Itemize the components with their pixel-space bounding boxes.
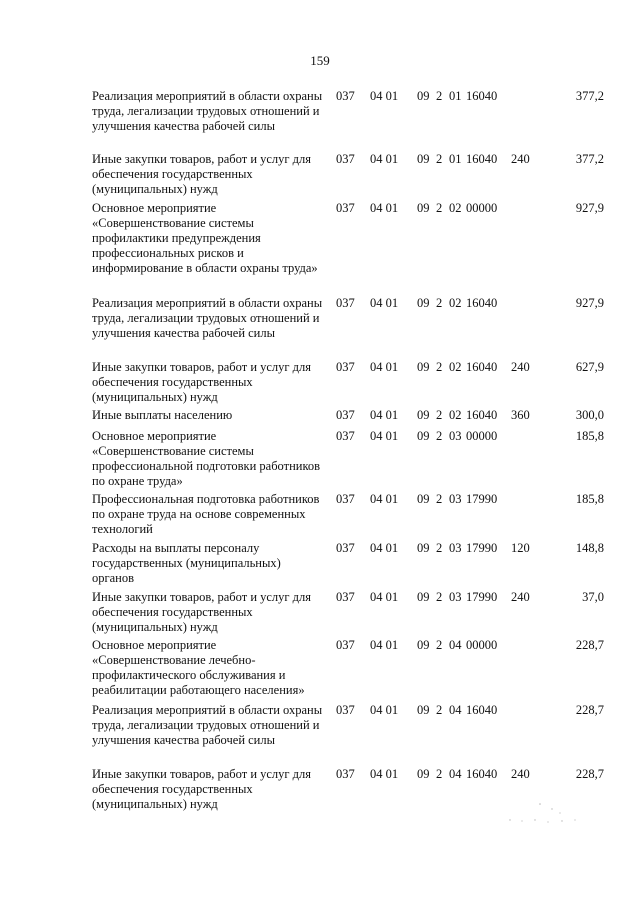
activity-code-cell: 01	[449, 89, 462, 103]
activity-code-cell: 01	[449, 152, 462, 166]
program-code-cell: 09	[417, 201, 430, 215]
amount-cell: 185,8	[575, 492, 604, 506]
activity-code-cell: 03	[449, 541, 462, 555]
dept-code-cell: 037	[336, 590, 355, 604]
program-code-cell: 09	[417, 703, 430, 717]
dept-code-cell: 037	[336, 541, 355, 555]
expense-type-cell: 240	[511, 767, 530, 781]
direction-code-cell: 17990	[466, 541, 498, 555]
dept-code-cell: 037	[336, 638, 355, 652]
subprogram-code-cell: 2	[436, 590, 443, 604]
expense-name-cell: Реализация мероприятий в области охраны труда, легализации трудовых отношений и улучшения качества рабочей силы	[92, 89, 323, 133]
section-code-cell: 04 01	[370, 492, 399, 506]
subprogram-code-cell: 2	[436, 296, 443, 310]
subprogram-code-cell: 2	[436, 703, 443, 717]
amount-cell: 228,7	[575, 703, 604, 717]
activity-code-cell: 02	[449, 360, 462, 374]
amount-cell: 627,9	[575, 360, 604, 374]
section-code-cell: 04 01	[370, 590, 399, 604]
amount-cell: 148,8	[575, 541, 604, 555]
section-code-cell: 04 01	[370, 767, 399, 781]
activity-code-cell: 02	[449, 201, 462, 215]
amount-cell: 377,2	[575, 89, 604, 103]
expense-name-cell: Основное мероприятие «Совершенствование лечебно-профилактического обслуживания и реабилитации работающего населения»	[92, 638, 305, 697]
subprogram-code-cell: 2	[436, 541, 443, 555]
amount-cell: 37,0	[582, 590, 604, 604]
program-code-cell: 09	[417, 541, 430, 555]
subprogram-code-cell: 2	[436, 767, 443, 781]
scan-specks	[500, 800, 590, 830]
expense-name-cell: Основное мероприятие «Совершенствование системы профилактики предупреждения профессиональных рисков и информирование в области охраны труда»	[92, 201, 318, 275]
subprogram-code-cell: 2	[436, 429, 443, 443]
expense-type-cell: 360	[511, 408, 530, 422]
amount-cell: 228,7	[575, 767, 604, 781]
dept-code-cell: 037	[336, 429, 355, 443]
expense-name-cell: Расходы на выплаты персоналу государственных (муниципальных) органов	[92, 541, 281, 585]
dept-code-cell: 037	[336, 492, 355, 506]
section-code-cell: 04 01	[370, 89, 399, 103]
program-code-cell: 09	[417, 152, 430, 166]
program-code-cell: 09	[417, 89, 430, 103]
amount-cell: 927,9	[575, 296, 604, 310]
activity-code-cell: 02	[449, 408, 462, 422]
program-code-cell: 09	[417, 492, 430, 506]
activity-code-cell: 04	[449, 703, 462, 717]
section-code-cell: 04 01	[370, 638, 399, 652]
activity-code-cell: 04	[449, 638, 462, 652]
section-code-cell: 04 01	[370, 541, 399, 555]
dept-code-cell: 037	[336, 408, 355, 422]
program-code-cell: 09	[417, 296, 430, 310]
expense-type-cell: 240	[511, 360, 530, 374]
dept-code-cell: 037	[336, 703, 355, 717]
activity-code-cell: 04	[449, 767, 462, 781]
section-code-cell: 04 01	[370, 429, 399, 443]
activity-code-cell: 03	[449, 590, 462, 604]
dept-code-cell: 037	[336, 296, 355, 310]
amount-cell: 927,9	[575, 201, 604, 215]
program-code-cell: 09	[417, 429, 430, 443]
dept-code-cell: 037	[336, 201, 355, 215]
dept-code-cell: 037	[336, 89, 355, 103]
section-code-cell: 04 01	[370, 201, 399, 215]
activity-code-cell: 03	[449, 492, 462, 506]
direction-code-cell: 16040	[466, 89, 498, 103]
expense-name-cell: Иные закупки товаров, работ и услуг для обеспечения государственных (муниципальных) нужд	[92, 152, 312, 196]
expense-name-cell: Иные закупки товаров, работ и услуг для обеспечения государственных (муниципальных) нужд	[92, 590, 312, 634]
activity-code-cell: 03	[449, 429, 462, 443]
section-code-cell: 04 01	[370, 152, 399, 166]
amount-cell: 185,8	[575, 429, 604, 443]
page-number: 159	[310, 53, 330, 68]
program-code-cell: 09	[417, 408, 430, 422]
subprogram-code-cell: 2	[436, 638, 443, 652]
expense-name-cell: Основное мероприятие «Совершенствование системы профессиональной подготовки работников по охране труда»	[92, 429, 321, 488]
subprogram-code-cell: 2	[436, 408, 443, 422]
activity-code-cell: 02	[449, 296, 462, 310]
direction-code-cell: 16040	[466, 360, 498, 374]
direction-code-cell: 16040	[466, 767, 498, 781]
expense-type-cell: 240	[511, 152, 530, 166]
amount-cell: 300,0	[575, 408, 604, 422]
program-code-cell: 09	[417, 590, 430, 604]
expense-name-cell: Иные выплаты населению	[92, 408, 233, 422]
dept-code-cell: 037	[336, 152, 355, 166]
section-code-cell: 04 01	[370, 296, 399, 310]
amount-cell: 377,2	[575, 152, 604, 166]
expense-name-cell: Иные закупки товаров, работ и услуг для обеспечения государственных (муниципальных) нужд	[92, 360, 312, 404]
direction-code-cell: 00000	[466, 638, 498, 652]
program-code-cell: 09	[417, 767, 430, 781]
subprogram-code-cell: 2	[436, 492, 443, 506]
direction-code-cell: 16040	[466, 152, 498, 166]
section-code-cell: 04 01	[370, 408, 399, 422]
direction-code-cell: 17990	[466, 492, 498, 506]
direction-code-cell: 16040	[466, 296, 498, 310]
section-code-cell: 04 01	[370, 360, 399, 374]
expense-name-cell: Реализация мероприятий в области охраны труда, легализации трудовых отношений и улучшения качества рабочей силы	[92, 296, 323, 340]
program-code-cell: 09	[417, 360, 430, 374]
subprogram-code-cell: 2	[436, 360, 443, 374]
expense-name-cell: Профессиональная подготовка работников по охране труда на основе современных технологий	[92, 492, 320, 536]
subprogram-code-cell: 2	[436, 201, 443, 215]
dept-code-cell: 037	[336, 767, 355, 781]
program-code-cell: 09	[417, 638, 430, 652]
subprogram-code-cell: 2	[436, 89, 443, 103]
expense-type-cell: 120	[511, 541, 530, 555]
expense-type-cell: 240	[511, 590, 530, 604]
direction-code-cell: 00000	[466, 429, 498, 443]
section-code-cell: 04 01	[370, 703, 399, 717]
direction-code-cell: 16040	[466, 408, 498, 422]
dept-code-cell: 037	[336, 360, 355, 374]
expense-name-cell: Реализация мероприятий в области охраны труда, легализации трудовых отношений и улучшения качества рабочей силы	[92, 703, 323, 747]
direction-code-cell: 16040	[466, 703, 498, 717]
subprogram-code-cell: 2	[436, 152, 443, 166]
direction-code-cell: 00000	[466, 201, 498, 215]
expense-name-cell: Иные закупки товаров, работ и услуг для обеспечения государственных (муниципальных) нужд	[92, 767, 312, 811]
amount-cell: 228,7	[575, 638, 604, 652]
direction-code-cell: 17990	[466, 590, 498, 604]
